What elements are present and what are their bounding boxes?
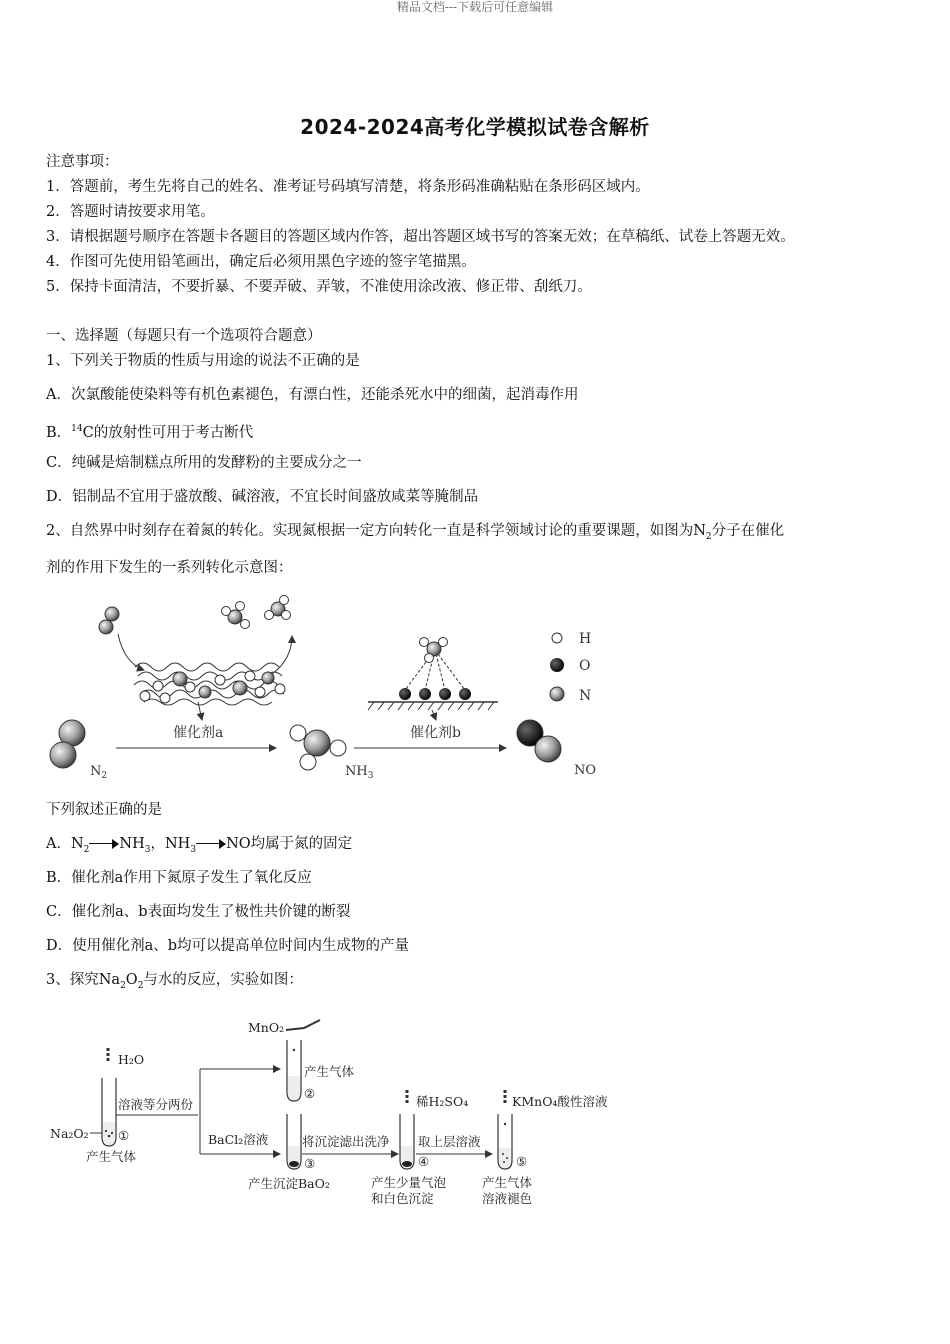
svg-text:KMnO₄酸性溶液: KMnO₄酸性溶液: [512, 1094, 608, 1109]
q2-question: 下列叙述正确的是: [46, 802, 162, 818]
nh3-molecule: [290, 725, 346, 770]
q2-option-a: A．$N_2$ $NH_3$，$NH_3$ NO均属于氮的固定: [46, 836, 353, 855]
svg-text:H: H: [579, 631, 592, 647]
svg-text:产生气体: 产生气体: [304, 1064, 355, 1079]
svg-text:①: ①: [118, 1128, 130, 1143]
no-label: NO: [574, 763, 597, 778]
svg-text:溶液等分两份: 溶液等分两份: [118, 1097, 194, 1112]
q1-option-c: C．纯碱是焙制糕点所用的发酵粉的主要成分之一: [46, 455, 362, 471]
na2o2-experiment-figure: [46, 1012, 626, 1212]
figure-legend: [550, 631, 591, 704]
svg-text:溶液褪色: 溶液褪色: [482, 1191, 533, 1206]
svg-text:产生沉淀BaO₂: 产生沉淀BaO₂: [248, 1176, 330, 1191]
q3-stem: 3、探究$Na_2O_2$与水的反应，实验如图：: [46, 972, 303, 991]
notice-item: 4．作图可先使用铅笔画出，确定后必须用黑色字迹的签字笔描黑。: [46, 254, 476, 270]
svg-text:BaCl₂溶液: BaCl₂溶液: [208, 1132, 269, 1147]
q2-stem-line1: 2、自然界中时刻存在着氮的转化。实现氮根据一定方向转化一直是科学领域讨论的重要课题，如图为$N_2$分子在催化: [46, 523, 785, 542]
section-heading: 一、选择题（每题只有一个选项符合题意）: [46, 328, 322, 344]
svg-text:产生气体: 产生气体: [86, 1149, 137, 1164]
svg-text:O: O: [579, 658, 591, 674]
q1-option-d: D．铝制品不宜用于盛放酸、碱溶液，不宜长时间盛放咸菜等腌制品: [46, 489, 479, 505]
svg-text:③: ③: [304, 1156, 316, 1171]
nitrogen-conversion-figure: [40, 592, 620, 792]
n2-molecule-small: [99, 607, 119, 634]
notice-item: 5．保持卡面清洁，不要折暴、不要弄破、弄皱，不准使用涂改液、修正带、刮纸刀。: [46, 279, 592, 295]
svg-text:产生少量气泡: 产生少量气泡: [371, 1175, 447, 1190]
catalyst-b-label: 催化剂b: [410, 725, 461, 741]
test-tube-2: [287, 1040, 301, 1101]
q1-option-b: B．$^{14}$C的放射性可用于考古断代: [46, 424, 254, 441]
q2-option-b: B．催化剂a作用下氮原子发生了氧化反应: [46, 870, 312, 886]
page-header-note: 精品文档---下载后可任意编辑: [396, 0, 554, 14]
notice-heading: 注意事项：: [46, 154, 119, 170]
svg-text:MnO₂: MnO₂: [248, 1020, 285, 1035]
svg-text:稀H₂SO₄: 稀H₂SO₄: [416, 1094, 469, 1109]
test-tube-5: [498, 1114, 512, 1169]
svg-text:N: N: [579, 688, 592, 704]
svg-text:产生气体: 产生气体: [482, 1175, 533, 1190]
svg-text:和白色沉淀: 和白色沉淀: [371, 1191, 434, 1206]
reaction-arrow-icon: [196, 839, 226, 849]
n2-label: $N_2$: [90, 764, 108, 781]
notice-item: 2．答题时请按要求用笔。: [46, 204, 215, 220]
notice-item: 3．请根据题号顺序在答题卡各题目的答题区域内作答，超出答题区域书写的答案无效；在草稿纸、试卷上答题无效。: [46, 229, 795, 245]
svg-text:H₂O: H₂O: [118, 1052, 145, 1067]
test-tube-1: [102, 1048, 116, 1146]
nh3-molecule-small: [222, 596, 291, 629]
nh3-label: $NH_3$: [345, 764, 374, 781]
svg-text:⑤: ⑤: [516, 1154, 528, 1169]
notice-item: 1．答题前，考生先将自己的姓名、准考证号码填写清楚，将条形码准确粘贴在条形码区域内。: [46, 179, 650, 195]
page-title: 2024-2024高考化学模拟试卷含解析: [300, 115, 650, 139]
test-tube-4: [400, 1114, 414, 1169]
q2-option-c: C．催化剂a、b表面均发生了极性共价键的断裂: [46, 904, 351, 920]
catalyst-b-surface: [368, 638, 498, 711]
q2-stem-line2: 剂的作用下发生的一系列转化示意图：: [46, 560, 293, 576]
arrow-catalyst-b-pointer: [432, 710, 436, 720]
arrow-adsorb: [118, 634, 144, 670]
catalyst-a-atoms: [140, 671, 285, 703]
n2-molecule: [50, 720, 85, 768]
q2-option-d: D．使用催化剂a、b均可以提高单位时间内生成物的产量: [46, 938, 410, 954]
q1-stem: 1、下列关于物质的性质与用途的说法不正确的是: [46, 353, 360, 369]
spatula-icon: [286, 1020, 320, 1030]
test-tube-3: [287, 1114, 301, 1169]
no-molecule: [517, 720, 561, 762]
q1-option-a: A．次氯酸能使染料等有机色素褪色，有漂白性，还能杀死水中的细菌，起消毒作用: [46, 387, 579, 403]
arrow-desorb: [272, 636, 292, 674]
reaction-arrow-icon: [89, 839, 119, 849]
svg-text:取上层溶液: 取上层溶液: [418, 1134, 481, 1149]
catalyst-a-label: 催化剂a: [173, 725, 224, 741]
svg-text:将沉淀滤出洗净: 将沉淀滤出洗净: [302, 1134, 390, 1149]
svg-text:②: ②: [304, 1086, 316, 1101]
svg-text:Na₂O₂: Na₂O₂: [50, 1126, 89, 1141]
svg-text:④: ④: [418, 1154, 430, 1169]
